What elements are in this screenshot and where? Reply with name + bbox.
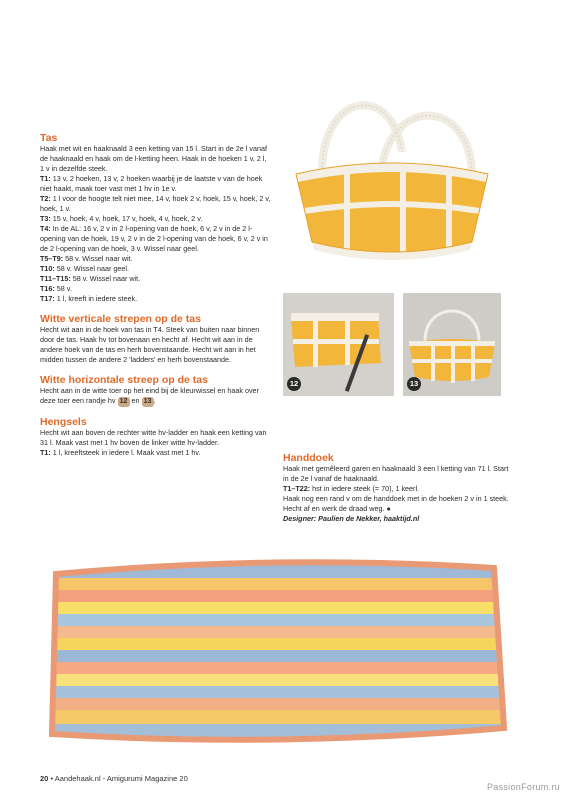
- tas-rows: [40, 174, 272, 304]
- tas-section: [40, 132, 272, 458]
- page-number: 20: [40, 774, 49, 783]
- tas-row: T2: 1 l voor de hoogte telt niet mee, 14 v, hoek 2 v, hoek, 15 v, hoek, 2 v, hoek, 1 v.: [40, 194, 271, 213]
- step-badge: 13: [142, 397, 154, 407]
- footer-bullet: •: [50, 774, 54, 783]
- tas-row: T16: 58 v.: [40, 284, 72, 293]
- vertical-text: Hecht wit aan in de hoek van tas in T4. Steek van buiten naar binnen door de tas. Haak hv tot bovenaan en hecht af. Hecht wit aan in de andere hoek van de tas en herh bovenstaande. Hecht wit aan in het midden tussen de andere 2 'ladders' en herh bovenstaande.: [40, 325, 260, 364]
- tas-row: T5–T9: 58 v. Wissel naar wit.: [40, 254, 133, 263]
- tas-row: T17: 1 l, kreeft in iedere steek.: [40, 294, 138, 303]
- handdoek-text: Haak met gemêleerd garen en haaknaald 3 een l ketting van 71 l. Start in de 2e l vanaf de haaknaald.: [283, 464, 509, 483]
- footer-site: Aandehaak.nl - Amigurumi Magazine 20: [54, 774, 188, 783]
- watermark: PassionForum.ru: [486, 782, 560, 792]
- basket-photo: [282, 82, 502, 282]
- vertical-heading: Witte verticale strepen op de tas: [40, 313, 201, 325]
- page-footer: [40, 774, 188, 783]
- tas-row: T3: 15 v, hoek, 4 v, hoek, 17 v, hoek, 4 v, hoek, 2 v.: [40, 214, 203, 223]
- step-13-badge: 13: [407, 377, 421, 391]
- step-12-badge: 12: [287, 377, 301, 391]
- handdoek-heading: Handdoek: [283, 452, 334, 464]
- step-badge: 12: [118, 397, 130, 407]
- designer-credit: Designer: Paulien de Nekker, haaktijd.nl: [283, 514, 420, 523]
- tas-intro: Haak met wit en haaknaald 3 een ketting van 15 l. Start in de 2e l vanaf de haaknaald en haak om de l-ketting heen. Haak in de hoeken 1 v, 2 l, 1 v in dezelfde steek.: [40, 144, 267, 173]
- step-13-photo: [403, 293, 501, 396]
- step-12-photo: [283, 293, 394, 396]
- hengsels-text: Hecht wit aan boven de rechter witte hv-ladder en haak een ketting van 31 l. Maak vast met 1 hv boven de linker witte hv-ladder.: [40, 428, 267, 447]
- tas-row: T11–T15: 58 v. Wissel naar wit.: [40, 274, 141, 283]
- horizontal-heading: Witte horizontale streep op de tas: [40, 374, 208, 386]
- hengsels-row: T1: 1 l, kreeftsteek in iedere l. Maak vast met 1 hv.: [40, 448, 201, 457]
- tas-row: T1: 13 v, 2 hoeken, 13 v, 2 hoeken waarbij je de laatste v van de hoek niet haakt, maak toer vast met 1 hv in 1e v.: [40, 174, 263, 193]
- handdoek-ending: Haak nog een rand v om de handdoek met in de hoeken 2 v in 1 steek. Hecht af en werk de draad weg. ●: [283, 494, 509, 513]
- handdoek-row: T1–T22: hst in iedere steek (= 70), 1 keerl.: [283, 484, 420, 493]
- horizontal-text: Hecht aan in de witte toer op het eind bij de kleurwissel en haak over deze toer een randje hv 12 en 13 .: [40, 386, 259, 405]
- hengsels-heading: Hengsels: [40, 416, 87, 428]
- handdoek-section: [283, 452, 513, 524]
- tas-heading: Tas: [40, 132, 58, 144]
- tas-row: T10: 58 v. Wissel naar geel.: [40, 264, 129, 273]
- towel-photo: [46, 552, 514, 752]
- tas-row: T4: In de AL: 16 v, 2 v in 2 l-opening van de hoek, 6 v, 2 v in de 2 l-opening van de hoek, 19 v, 2 v in de 2 l-opening van de hoek, 6 v, 2 v in de 2 l-opening van de hoek, 3 v. Wissel naar geel.: [40, 224, 268, 253]
